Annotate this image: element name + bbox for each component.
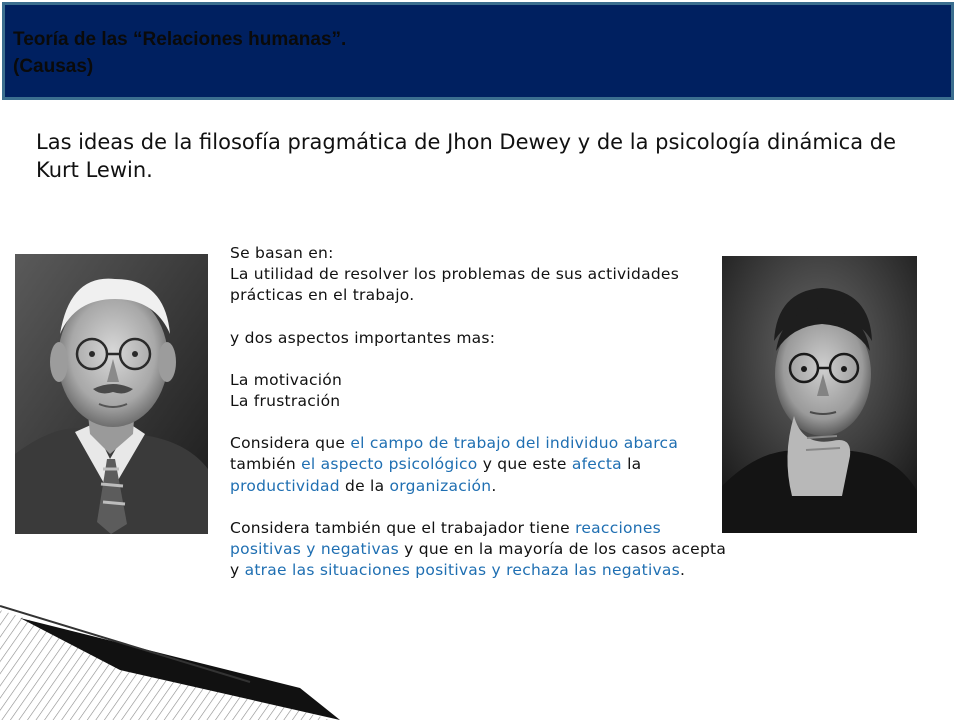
item-motivation: La motivación: [230, 370, 343, 389]
highlight-run: el aspecto psicológico: [301, 455, 478, 474]
highlight-run: productividad: [230, 476, 340, 495]
text-run: .: [680, 561, 686, 580]
text-run: .: [491, 476, 497, 495]
text-run: también: [230, 455, 302, 474]
paragraph-work-field: [230, 433, 730, 497]
body-text: [230, 243, 730, 581]
highlight-run: organización: [389, 476, 492, 495]
highlight-run: reacciones positivas y negativas: [230, 518, 661, 559]
slide-title: Teoría de las “Relaciones humanas”.: [13, 29, 347, 50]
text-run: Considera que: [230, 434, 351, 453]
lewin-portrait-image: [722, 256, 917, 533]
point-utility: La utilidad de resolver los problemas de sus actividades prácticas en el trabajo.: [230, 265, 680, 305]
dewey-portrait: [15, 254, 208, 534]
highlight-run: afecta: [571, 455, 622, 474]
text-run: y que este: [477, 455, 572, 474]
title-banner: [2, 2, 954, 100]
dewey-portrait-image: [15, 254, 208, 534]
intro-label: Se basan en:: [230, 244, 334, 262]
text-run: la: [621, 455, 642, 474]
text-run: de la: [339, 476, 390, 495]
highlight-run: el campo de trabajo del individuo abarca: [350, 434, 679, 453]
highlight-run: atrae las situaciones positivas y rechaza las negativas: [244, 561, 681, 580]
intro-text: Las ideas de la filosofía pragmática de Jhon Dewey y de la psicología dinámica de Kurt Lewin.: [36, 130, 896, 182]
point-aspects: y dos aspectos importantes mas:: [230, 328, 496, 347]
decorative-corner-stripes: [0, 600, 340, 720]
item-frustration: La frustración: [230, 392, 341, 411]
paragraph-reactions: [230, 518, 730, 582]
slide-subtitle: (Causas): [13, 56, 94, 77]
lewin-portrait: [722, 256, 917, 533]
text-run: Considera también que el trabajador tiene: [230, 518, 576, 537]
text-run: y que en la mayoría de los casos acepta y: [230, 540, 727, 580]
